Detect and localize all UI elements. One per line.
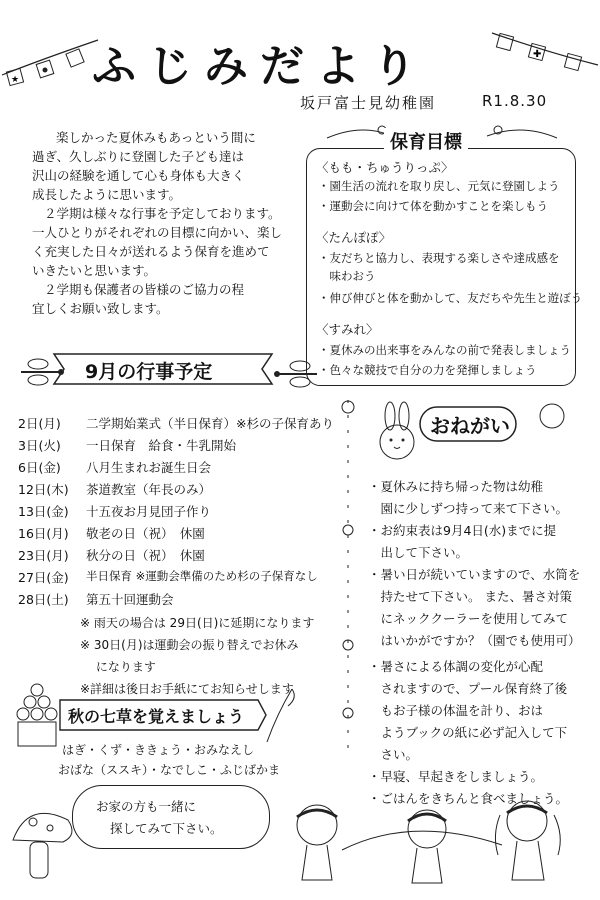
- request-line: ・暑さによる体調の変化が心配: [368, 659, 544, 674]
- svg-text:★: ★: [11, 75, 20, 85]
- herbs-list-line: おばな（ススキ）・なでしこ・ふじばかま: [58, 763, 281, 777]
- goals-class-sumire: 〈すみれ〉: [316, 322, 379, 337]
- event-date: 28日(土): [18, 592, 69, 607]
- events-title: 9月の行事予定: [85, 361, 213, 383]
- request-line: 出して下さい。: [368, 545, 469, 560]
- event-text: 一日保育 給食・牛乳開始: [86, 438, 237, 453]
- request-line: さい。: [368, 747, 419, 762]
- intro-line: 成長したように思います。: [32, 187, 182, 202]
- mushroom-icon: [8, 800, 78, 890]
- issue-date: R1.8.30: [482, 92, 548, 110]
- intro-line: 宜しくお願い致します。: [32, 301, 169, 316]
- event-date: 23日(月): [18, 548, 69, 563]
- event-date: 3日(火): [18, 438, 61, 453]
- intro-line: く充実した日々が送れるよう保育を進めて: [32, 244, 270, 259]
- request-line: ・早寝、早起きをしましょう。: [368, 769, 544, 784]
- goal-item: ・伸び伸びと体を動かして、友だちや先生と遊ぼう: [318, 291, 583, 305]
- intro-line: 沢山の経験を通して心も身体も大きく: [32, 168, 245, 183]
- event-note: ※ 30日(月)は運動会の振り替えでお休み: [80, 638, 299, 652]
- svg-text:✚: ✚: [533, 49, 542, 60]
- herbs-title: 秋の七草を覚えましょう: [68, 707, 245, 726]
- intro-line: ２学期も保護者の皆様のご協力の程: [44, 282, 245, 297]
- request-line: 園に少しずつ持って来て下さい。: [368, 501, 569, 516]
- event-note: ※詳細は後日お手紙にてお知らせします: [80, 682, 294, 696]
- intro-line: 過ぎ、久しぶりに登園した子ども達は: [32, 149, 245, 164]
- intro-line: ２学期は様々な行事を予定しております。: [44, 206, 281, 221]
- bubble-line: 探してみて下さい。: [110, 821, 223, 836]
- event-text: 半日保育 ※運動会準備のため杉の子保育なし: [86, 569, 318, 583]
- goals-class-tanpopo: 〈たんぽぽ〉: [316, 230, 392, 245]
- request-line: はいかがですか？（園でも使用可）: [368, 633, 581, 648]
- goal-item: ・友だちと協力し、表現する楽しさや達成感を: [318, 251, 560, 265]
- pampas-grass-icon: [262, 684, 302, 744]
- goal-item: ・夏休みの出来事をみんなの前で発表しましょう: [318, 343, 571, 357]
- child-runner-illustration: [272, 785, 592, 895]
- newsletter-title: ふじみだより: [92, 41, 428, 92]
- intro-line: いきたいと思います。: [32, 263, 157, 278]
- event-text: 敬老の日（祝） 休園: [86, 526, 205, 541]
- request-line: もお子様の体温を計り、おは: [368, 703, 544, 718]
- flag-bunting-left: [0, 20, 100, 100]
- request-line: ようブックの紙に必ず記入して下: [368, 725, 568, 740]
- goal-item: ・運動会に向けて体を動かすことを楽しもう: [318, 199, 548, 213]
- event-date: 6日(金): [18, 460, 61, 475]
- speech-bubble: [72, 785, 270, 849]
- event-text: 第五十回運動会: [86, 592, 174, 607]
- requests-title: おねがい: [430, 414, 510, 438]
- request-line: にネッククーラーを使用してみて: [368, 611, 569, 626]
- request-line: 持たせて下さい。 また、暑さ対策: [368, 589, 572, 604]
- intro-line: 楽しかった夏休みもあっという間に: [56, 130, 256, 145]
- apple-vine-divider: [338, 395, 358, 755]
- dragonfly-icon: [272, 354, 322, 394]
- herbs-list-line: はぎ・くず・ききょう・おみなえし: [62, 743, 255, 757]
- goal-item: 味わおう: [318, 269, 376, 283]
- event-text: 茶道教室（年長のみ）: [86, 482, 212, 497]
- sun-icon: [532, 396, 572, 436]
- request-line: ・暑い日が続いていますので、水筒を: [368, 567, 581, 582]
- event-date: 2日(月): [18, 416, 61, 431]
- request-line: ・お約束表は9月4日(水)までに提: [368, 523, 557, 538]
- bubble-line: お家の方も一緒に: [96, 799, 197, 814]
- event-date: 13日(金): [18, 504, 69, 519]
- goal-item: ・色々な競技で自分の力を発揮しましょう: [318, 363, 537, 377]
- goals-title: 保育目標: [384, 128, 468, 154]
- event-text: 八月生まれお誕生日会: [86, 460, 212, 475]
- event-note: ※ 雨天の場合は 29日(日)に延期になります: [80, 616, 315, 630]
- request-line: されますので、プール保育終了後: [368, 681, 568, 696]
- event-text: 十五夜お月見団子作り: [86, 504, 212, 519]
- intro-paragraph: [32, 128, 310, 318]
- event-date: 12日(木): [18, 482, 69, 497]
- flag-bunting-right: [490, 15, 600, 95]
- request-line: ・夏休みに持ち帰った物は幼稚: [368, 479, 544, 494]
- goals-class-momo: 〈もも・ちゅうりっぷ〉: [316, 160, 454, 175]
- event-date: 27日(金): [18, 570, 69, 585]
- intro-line: 一人ひとりがそれぞれの目標に向かい、楽し: [32, 225, 283, 240]
- moon-dango-icon: [12, 680, 62, 750]
- event-date: 16日(月): [18, 526, 69, 541]
- school-name: 坂戸富士見幼稚園: [300, 94, 437, 112]
- event-text: 二学期始業式（半日保育）※杉の子保育あり: [86, 416, 334, 431]
- event-text: 秋分の日（祝） 休園: [86, 548, 205, 563]
- event-note: になります: [80, 660, 156, 674]
- goal-item: ・園生活の流れを取り戻し、元気に登園しよう: [318, 179, 560, 193]
- request-line: ・ごはんをきちんと食べましょう。: [368, 791, 569, 806]
